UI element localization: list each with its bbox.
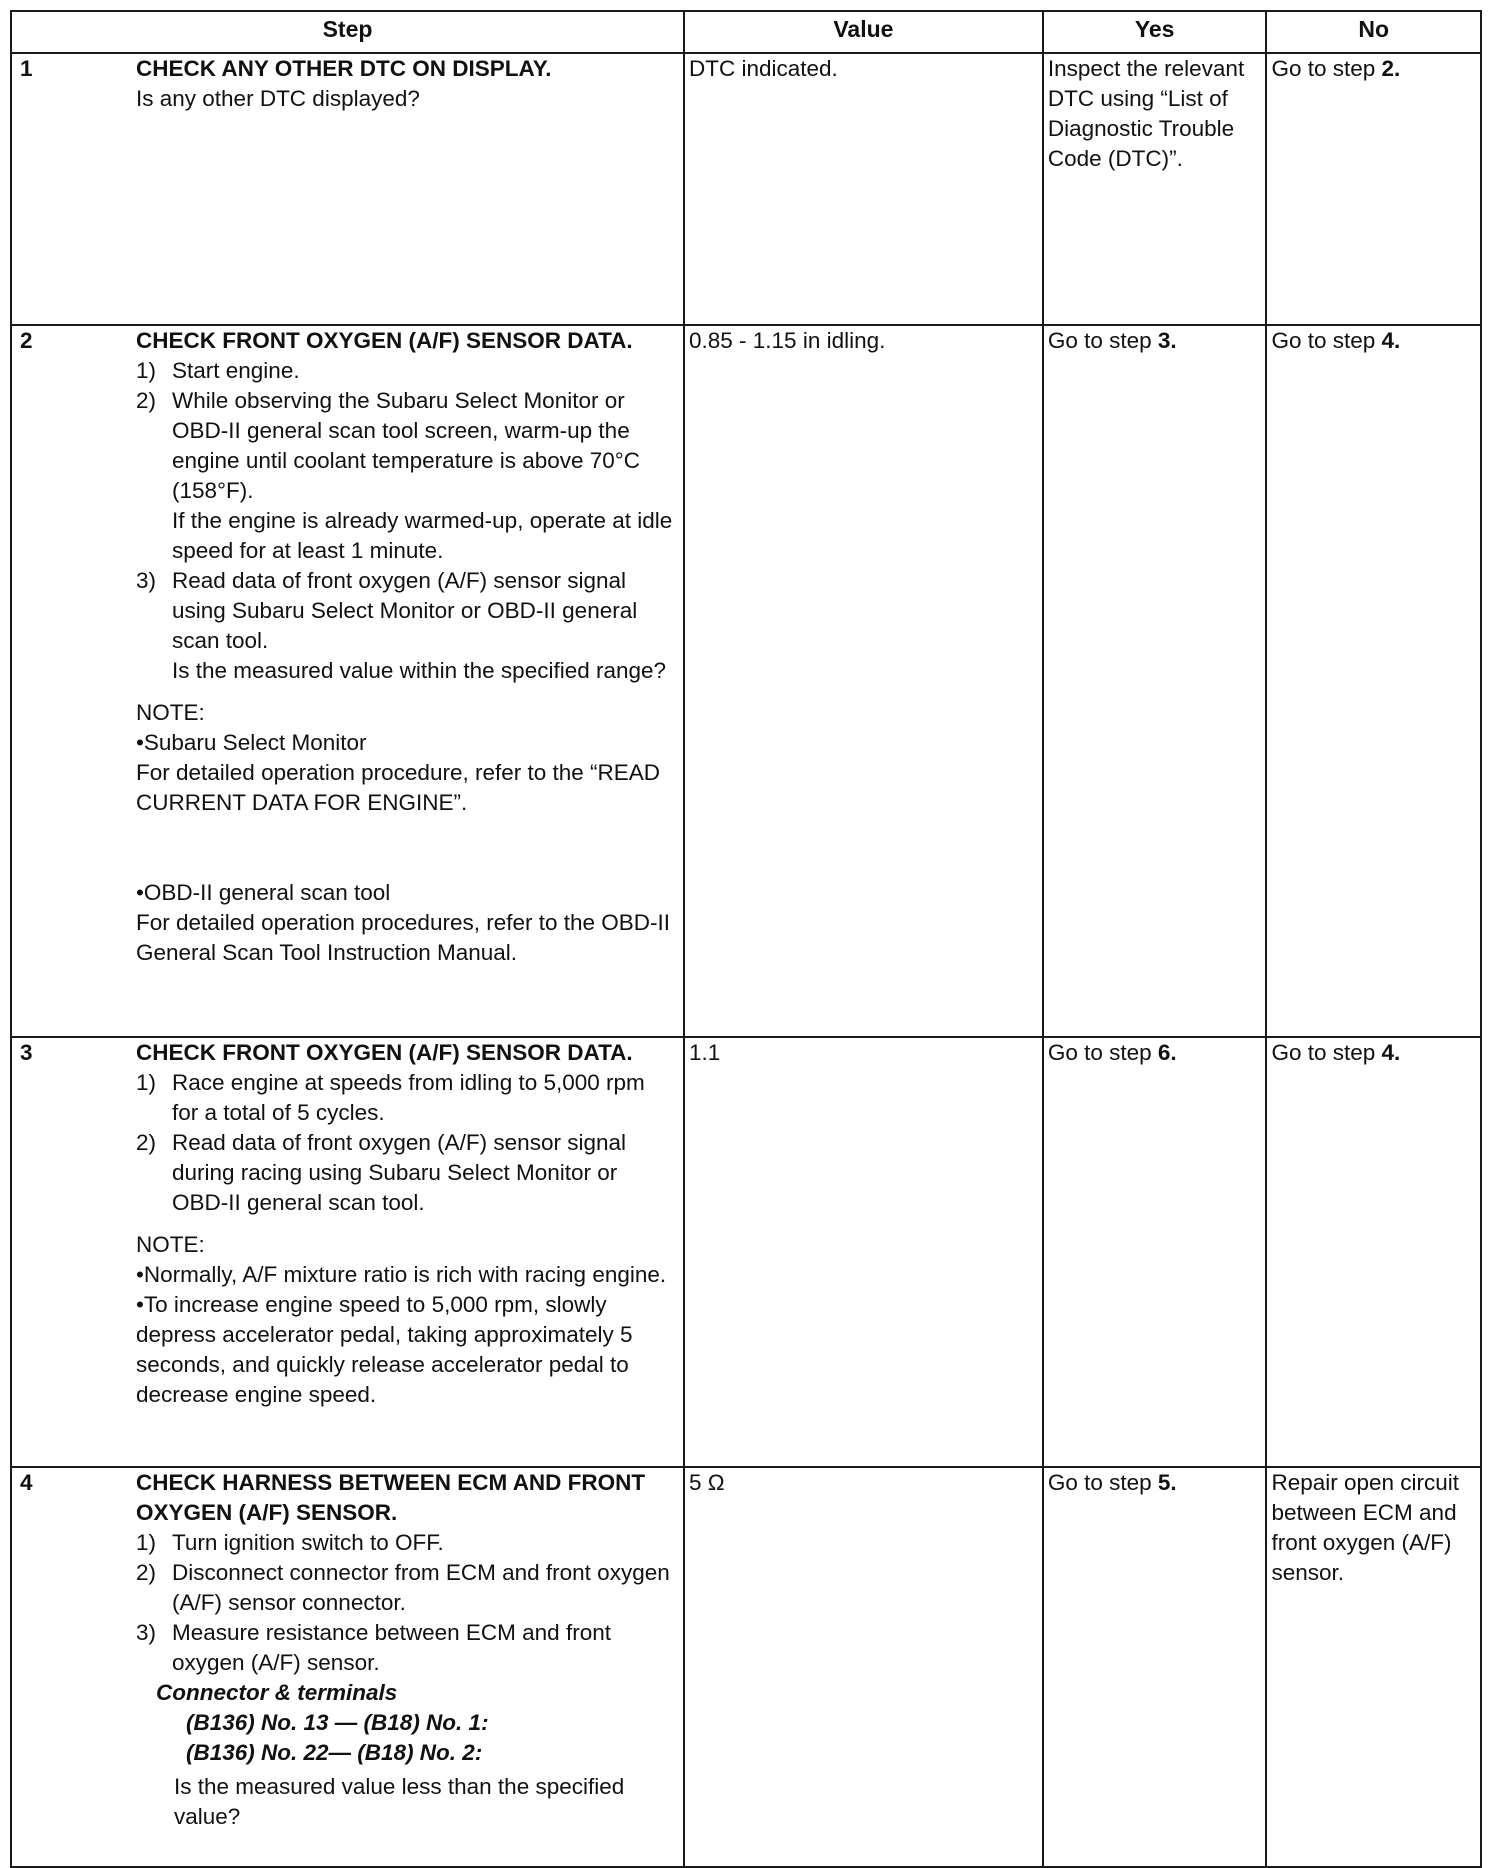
yes-step: 5.	[1157, 1470, 1177, 1495]
instruction-item: 1) Turn ignition switch to OFF.	[136, 1530, 444, 1555]
table-row	[11, 1467, 1481, 1867]
step-cell	[11, 1037, 684, 1467]
step-cell	[11, 325, 684, 1037]
terminal-spec: (B136) No. 22— (B18) No. 2:	[186, 1740, 483, 1765]
yes-prefix: Go to step	[1047, 328, 1158, 353]
table-row	[11, 1037, 1481, 1467]
yes-cell	[1043, 1037, 1267, 1467]
note-text: For detailed operation procedures, refer to the OBD-II General Scan Tool Instruction Manual.	[136, 910, 671, 965]
note-label: NOTE:	[136, 700, 205, 725]
diagnostic-table	[10, 10, 1482, 1868]
yes-step: 3.	[1157, 328, 1177, 353]
note-item: •Normally, A/F mixture ratio is rich with racing engine.	[136, 1262, 667, 1287]
instruction-item: 2) While observing the Subaru Select Monitor or OBD-II general scan tool screen, warm-up the engine until coolant temperature is above 70°C (158°F). If the engine is already warmed-up, operate at idle speed for at least 1 minute.	[136, 388, 673, 563]
step-title: CHECK FRONT OXYGEN (A/F) SENSOR DATA.	[136, 1040, 633, 1065]
instruction-item: 1) Race engine at speeds from idling to 5,000 rpm for a total of 5 cycles.	[136, 1070, 645, 1125]
header-yes: Yes	[1043, 11, 1267, 53]
step-title: CHECK FRONT OXYGEN (A/F) SENSOR DATA.	[136, 328, 633, 353]
no-prefix: Go to step	[1271, 328, 1382, 353]
instruction-item: 2) Disconnect connector from ECM and front oxygen (A/F) sensor connector.	[136, 1560, 670, 1615]
no-step: 4.	[1381, 328, 1401, 353]
yes-step: 6.	[1157, 1040, 1177, 1065]
step-question: Is any other DTC displayed?	[136, 86, 420, 111]
no-cell	[1266, 53, 1481, 325]
value-cell: 5 Ω	[684, 1467, 1043, 1867]
no-step: 4.	[1381, 1040, 1401, 1065]
table-row	[11, 325, 1481, 1037]
note-label: NOTE:	[136, 1232, 205, 1257]
table-row	[11, 53, 1481, 325]
no-cell: Repair open circuit between ECM and front oxygen (A/F) sensor.	[1266, 1467, 1481, 1867]
step-cell	[11, 53, 684, 325]
note-item: •OBD-II general scan tool	[136, 880, 391, 905]
terminal-spec: (B136) No. 13 — (B18) No. 1:	[186, 1710, 489, 1735]
value-cell: DTC indicated.	[684, 53, 1043, 325]
value-cell: 0.85 - 1.15 in idling.	[684, 325, 1043, 1037]
no-cell	[1266, 325, 1481, 1037]
step-title: CHECK HARNESS BETWEEN ECM AND FRONT OXYGEN (A/F) SENSOR.	[136, 1470, 646, 1525]
note-text: For detailed operation procedure, refer to the “READ CURRENT DATA FOR ENGINE”.	[136, 760, 661, 815]
instruction-list	[136, 1528, 673, 1678]
step-number: 2	[20, 328, 33, 353]
step-number: 1	[20, 56, 33, 81]
header-step: Step	[11, 11, 684, 53]
no-prefix: Go to step	[1271, 56, 1382, 81]
no-prefix: Go to step	[1271, 1040, 1382, 1065]
instruction-item: 3) Measure resistance between ECM and front oxygen (A/F) sensor.	[136, 1620, 611, 1675]
instruction-item: 2) Read data of front oxygen (A/F) sensor signal during racing using Subaru Select Monitor or OBD-II general scan tool.	[136, 1130, 626, 1215]
yes-prefix: Go to step	[1047, 1040, 1158, 1065]
no-step: 2.	[1381, 56, 1401, 81]
header-row	[11, 11, 1481, 53]
step-title: CHECK ANY OTHER DTC ON DISPLAY.	[136, 56, 552, 81]
no-cell	[1266, 1037, 1481, 1467]
note-item: •To increase engine speed to 5,000 rpm, slowly depress accelerator pedal, taking approximately 5 seconds, and quickly release accelerator pedal to decrease engine speed.	[136, 1292, 633, 1407]
step-number: 3	[20, 1040, 33, 1065]
connector-label: Connector & terminals	[156, 1680, 398, 1705]
value-cell: 1.1	[684, 1037, 1043, 1467]
yes-cell: Inspect the relevant DTC using “List of Diagnostic Trouble Code (DTC)”.	[1043, 53, 1267, 325]
step-question: Is the measured value less than the specified value?	[174, 1774, 625, 1829]
yes-prefix: Go to step	[1047, 1470, 1158, 1495]
step-cell	[11, 1467, 684, 1867]
instruction-list	[136, 356, 673, 686]
instruction-list	[136, 1068, 673, 1218]
header-value: Value	[684, 11, 1043, 53]
header-no: No	[1266, 11, 1481, 53]
yes-cell	[1043, 1467, 1267, 1867]
step-number: 4	[20, 1470, 33, 1495]
note-item: •Subaru Select Monitor	[136, 730, 367, 755]
instruction-item: 3) Read data of front oxygen (A/F) sensor signal using Subaru Select Monitor or OBD-II general scan tool. Is the measured value within the specified range?	[136, 568, 667, 683]
instruction-item: 1) Start engine.	[136, 358, 300, 383]
yes-cell	[1043, 325, 1267, 1037]
